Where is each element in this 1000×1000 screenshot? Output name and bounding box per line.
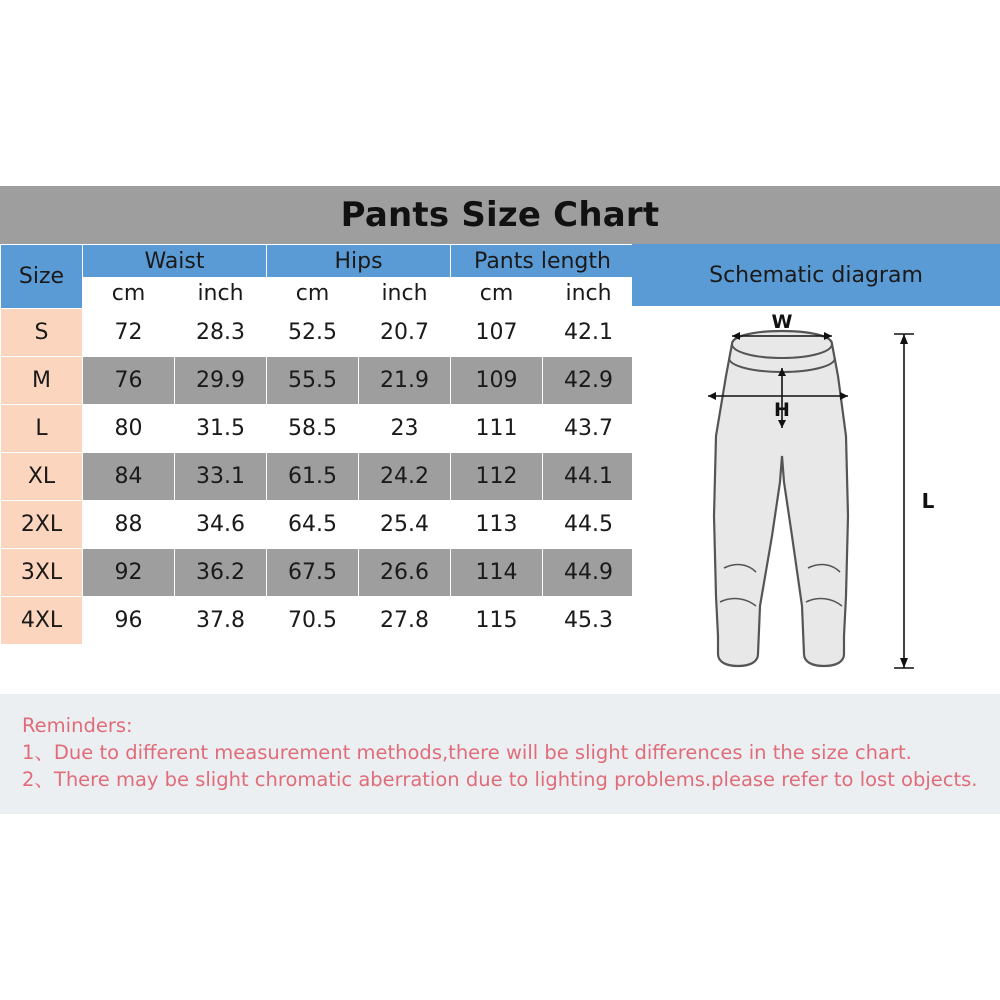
cell-length-cm: 113 (451, 501, 543, 549)
chart-content (0, 244, 1000, 694)
chart-title-bar (0, 186, 1000, 244)
label-w: W (771, 311, 793, 333)
header-waist-cm: cm (83, 278, 175, 309)
row-size-label: L (1, 405, 83, 453)
cell-waist-inch: 28.3 (175, 309, 267, 357)
header-pants-length: Pants length (451, 245, 635, 278)
cell-waist-inch: 33.1 (175, 453, 267, 501)
table-row (1, 501, 635, 549)
cell-hips-inch: 21.9 (359, 357, 451, 405)
row-size-label: XL (1, 453, 83, 501)
table-row (1, 405, 635, 453)
cell-length-inch: 44.9 (543, 549, 635, 597)
cell-length-cm: 114 (451, 549, 543, 597)
schematic-body (632, 306, 1000, 694)
cell-length-cm: 115 (451, 597, 543, 645)
cell-hips-inch: 27.8 (359, 597, 451, 645)
pants-diagram-icon (632, 306, 1000, 694)
cell-hips-cm: 64.5 (267, 501, 359, 549)
cell-hips-cm: 70.5 (267, 597, 359, 645)
table-row (1, 357, 635, 405)
cell-length-inch: 45.3 (543, 597, 635, 645)
cell-hips-cm: 52.5 (267, 309, 359, 357)
cell-hips-inch: 26.6 (359, 549, 451, 597)
cell-length-inch: 43.7 (543, 405, 635, 453)
table-row (1, 309, 635, 357)
page-title: Pants Size Chart (340, 195, 660, 235)
size-chart-card (0, 186, 1000, 814)
cell-hips-inch: 20.7 (359, 309, 451, 357)
header-waist: Waist (83, 245, 267, 278)
row-size-label: 3XL (1, 549, 83, 597)
header-hips: Hips (267, 245, 451, 278)
table-row (1, 597, 635, 645)
cell-waist-cm: 96 (83, 597, 175, 645)
cell-length-cm: 111 (451, 405, 543, 453)
reminder-line-2: 2、There may be slight chromatic aberration due to lighting problems.please refer to lost objects. (22, 768, 978, 791)
header-hips-inch: inch (359, 278, 451, 309)
row-size-label: 2XL (1, 501, 83, 549)
header-length-cm: cm (451, 278, 543, 309)
cell-length-cm: 112 (451, 453, 543, 501)
cell-hips-inch: 25.4 (359, 501, 451, 549)
cell-length-inch: 44.1 (543, 453, 635, 501)
header-length-inch: inch (543, 278, 635, 309)
table-row (1, 453, 635, 501)
size-table (0, 244, 635, 645)
cell-hips-cm: 58.5 (267, 405, 359, 453)
cell-length-cm: 109 (451, 357, 543, 405)
cell-waist-cm: 80 (83, 405, 175, 453)
cell-waist-inch: 31.5 (175, 405, 267, 453)
cell-hips-cm: 67.5 (267, 549, 359, 597)
cell-waist-inch: 36.2 (175, 549, 267, 597)
size-table-wrap (0, 244, 632, 694)
cell-length-inch: 42.1 (543, 309, 635, 357)
cell-hips-cm: 55.5 (267, 357, 359, 405)
schematic-header: Schematic diagram (632, 244, 1000, 306)
cell-waist-cm: 84 (83, 453, 175, 501)
row-size-label: M (1, 357, 83, 405)
header-size: Size (1, 245, 83, 309)
cell-waist-cm: 72 (83, 309, 175, 357)
reminders-heading: Reminders: (22, 714, 133, 737)
cell-waist-cm: 76 (83, 357, 175, 405)
cell-waist-inch: 34.6 (175, 501, 267, 549)
row-size-label: 4XL (1, 597, 83, 645)
header-hips-cm: cm (267, 278, 359, 309)
table-row (1, 549, 635, 597)
cell-hips-inch: 23 (359, 405, 451, 453)
cell-hips-cm: 61.5 (267, 453, 359, 501)
cell-length-inch: 42.9 (543, 357, 635, 405)
cell-waist-inch: 29.9 (175, 357, 267, 405)
cell-waist-cm: 92 (83, 549, 175, 597)
schematic-panel (632, 244, 1000, 694)
cell-waist-inch: 37.8 (175, 597, 267, 645)
row-size-label: S (1, 309, 83, 357)
table-unit-header-row (1, 278, 635, 309)
reminder-line-1: 1、Due to different measurement methods,there will be slight differences in the size chart. (22, 741, 912, 764)
cell-waist-cm: 88 (83, 501, 175, 549)
label-l: L (921, 489, 935, 513)
cell-length-inch: 44.5 (543, 501, 635, 549)
label-h: H (774, 399, 790, 421)
header-waist-inch: inch (175, 278, 267, 309)
cell-hips-inch: 24.2 (359, 453, 451, 501)
cell-length-cm: 107 (451, 309, 543, 357)
table-group-header-row (1, 245, 635, 278)
reminders-section (0, 698, 1000, 814)
